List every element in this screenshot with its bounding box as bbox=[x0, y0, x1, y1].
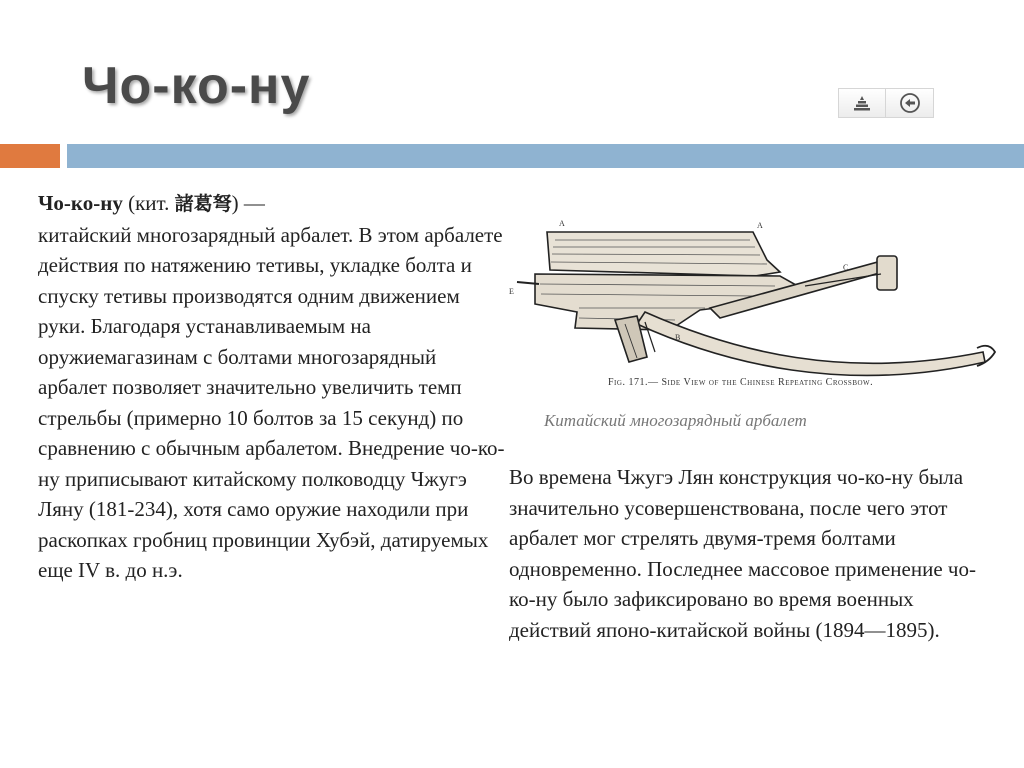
back-button[interactable] bbox=[886, 88, 934, 118]
home-button[interactable] bbox=[838, 88, 886, 118]
label-c: C bbox=[843, 263, 849, 272]
label-a1: A bbox=[559, 219, 565, 228]
label-b: B bbox=[675, 333, 681, 342]
label-a2: A bbox=[757, 221, 763, 230]
figure-caption: Китайский многозарядный арбалет bbox=[544, 411, 807, 430]
accent-bar-blue bbox=[67, 144, 1024, 168]
home-pyramid-icon bbox=[851, 94, 873, 112]
term-open: (кит. bbox=[122, 191, 175, 215]
right-paragraph: Во времена Чжугэ Лян конструкция чо-ко-ну была значительно усовершенствована, после чего этот арбалет мог стрелять двумя-тремя болтами одновременно. Последнее массовое применение чо-ко-ну было зафиксировано во время военных действий японо-китайской войны (1894—1895). bbox=[509, 465, 976, 642]
label-e: E bbox=[509, 287, 514, 296]
term-hanzi: 諸葛弩 bbox=[174, 193, 232, 215]
back-arrow-icon bbox=[899, 92, 921, 114]
slide-title: Чо-ко-ну bbox=[82, 57, 311, 115]
figure-source-caption: Fig. 171.— Side View of the Chinese Repeating Crossbow. bbox=[608, 377, 874, 388]
accent-bar-orange bbox=[0, 144, 60, 168]
left-paragraph bbox=[38, 188, 508, 586]
slide-nav bbox=[838, 88, 934, 118]
left-body: китайский многозарядный арбалет. В этом арбалете действия по натяжению тетивы, укладке болта и спуску тетивы производятся одним движением руки. Благодаря устанавливаемым на оружиемагазинам с болтами многозарядный арбалет позволяет значительно увеличить темп стрельбы (примерно 10 болтов за 15 секунд) по сравнению с обычным арбалетом. Внедрение чо-ко-ну приписывают китайскому полководцу Чжугэ Ляну (181-234), хотя само оружие находили при раскопках гробниц провинции Хубэй, датируемых еще IV в. до н.э. bbox=[38, 222, 505, 582]
term-close: ) — bbox=[231, 191, 265, 215]
term-name: Чо-ко-ну bbox=[38, 191, 123, 215]
